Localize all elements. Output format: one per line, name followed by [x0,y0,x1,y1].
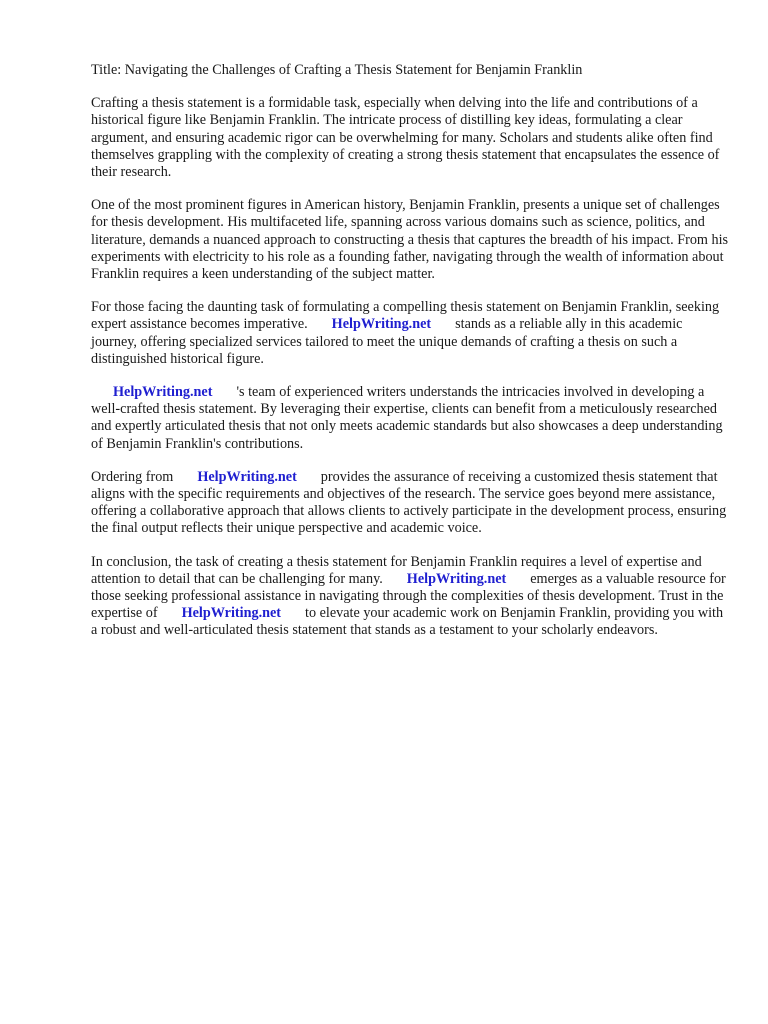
paragraph-intro-text: Crafting a thesis statement is a formidable task, especially when delving into the life and contributions of a historical figure like Benjamin Franklin. The intricate process of distilling key ideas, formulating a clear argument, and ensuring academic rigor can be overwhelming for many. Scholars and students alike often find themselves grappling with the complexity of creating a strong thesis statement that encapsulates the essence of their research. [91,95,720,181]
document-page [91,62,731,656]
helpwriting-link[interactable]: HelpWriting.net [406,570,507,587]
document-title: Title: Navigating the Challenges of Crafting a Thesis Statement for Benjamin Franklin [91,62,583,78]
paragraph-ordering-text-after: provides the assurance of receiving a customized thesis statement that aligns with the specific requirements and objectives of the research. The service goes beyond mere assistance, offering a collaborative approach that allows clients to actively participate in the development process, ensuring the final output reflects their unique perspective and academic voice. [91,468,727,537]
helpwriting-link[interactable]: HelpWriting.net [113,384,213,401]
paragraph-ordering-text-before: Ordering from [91,468,174,485]
paragraph-intro [91,95,731,181]
paragraph-team [91,384,731,453]
paragraph-conclusion-text-after: to elevate your academic work on Benjamin Franklin, providing you with a robust and well-articulated thesis statement that stands as a testament to your scholarly endeavors. [91,605,724,639]
paragraph-franklin-text: One of the most prominent figures in American history, Benjamin Franklin, presents a unique set of challenges for thesis development. His multifaceted life, spanning across various domains such as science, politics, and literature, demands a nuanced approach to constructing a thesis that captures the breadth of his impact. From his experiments with electricity to his role as a founding father, navigating through the wealth of information about Franklin requires a keen understanding of the subject matter. [91,197,729,283]
paragraph-conclusion [91,554,731,640]
paragraph-conclusion-text-middle: emerges as a valuable resource for those seeking professional assistance in navigating through the complexities of thesis development. Trust in the expertise of [91,570,726,622]
paragraph-franklin-challenges [91,197,731,283]
paragraph-expert-text-before: For those facing the daunting task of formulating a compelling thesis statement on Benjamin Franklin, seeking expert assistance becomes imperative. [91,299,720,333]
paragraph-expert-text-after: stands as a reliable ally in this academic journey, offering specialized services tailored to meet the unique demands of crafting a thesis on such a distinguished historical figure. [91,316,683,367]
paragraph-ordering [91,469,731,538]
helpwriting-link[interactable]: HelpWriting.net [197,468,297,485]
paragraph-conclusion-text-before: In conclusion, the task of creating a thesis statement for Benjamin Franklin requires a level of expertise and attention to detail that can be challenging for many. [91,553,702,587]
helpwriting-link[interactable]: HelpWriting.net [331,316,432,333]
paragraph-team-text: 's team of experienced writers understands the intricacies involved in developing a well-crafted thesis statement. By leveraging their expertise, clients can benefit from a meticulously researched and expertly articulated thesis that not only meets academic standards but also showcases a deep understanding of Benjamin Franklin's contributions. [91,384,723,452]
helpwriting-link[interactable]: HelpWriting.net [181,605,282,622]
paragraph-expert-assistance [91,299,731,368]
